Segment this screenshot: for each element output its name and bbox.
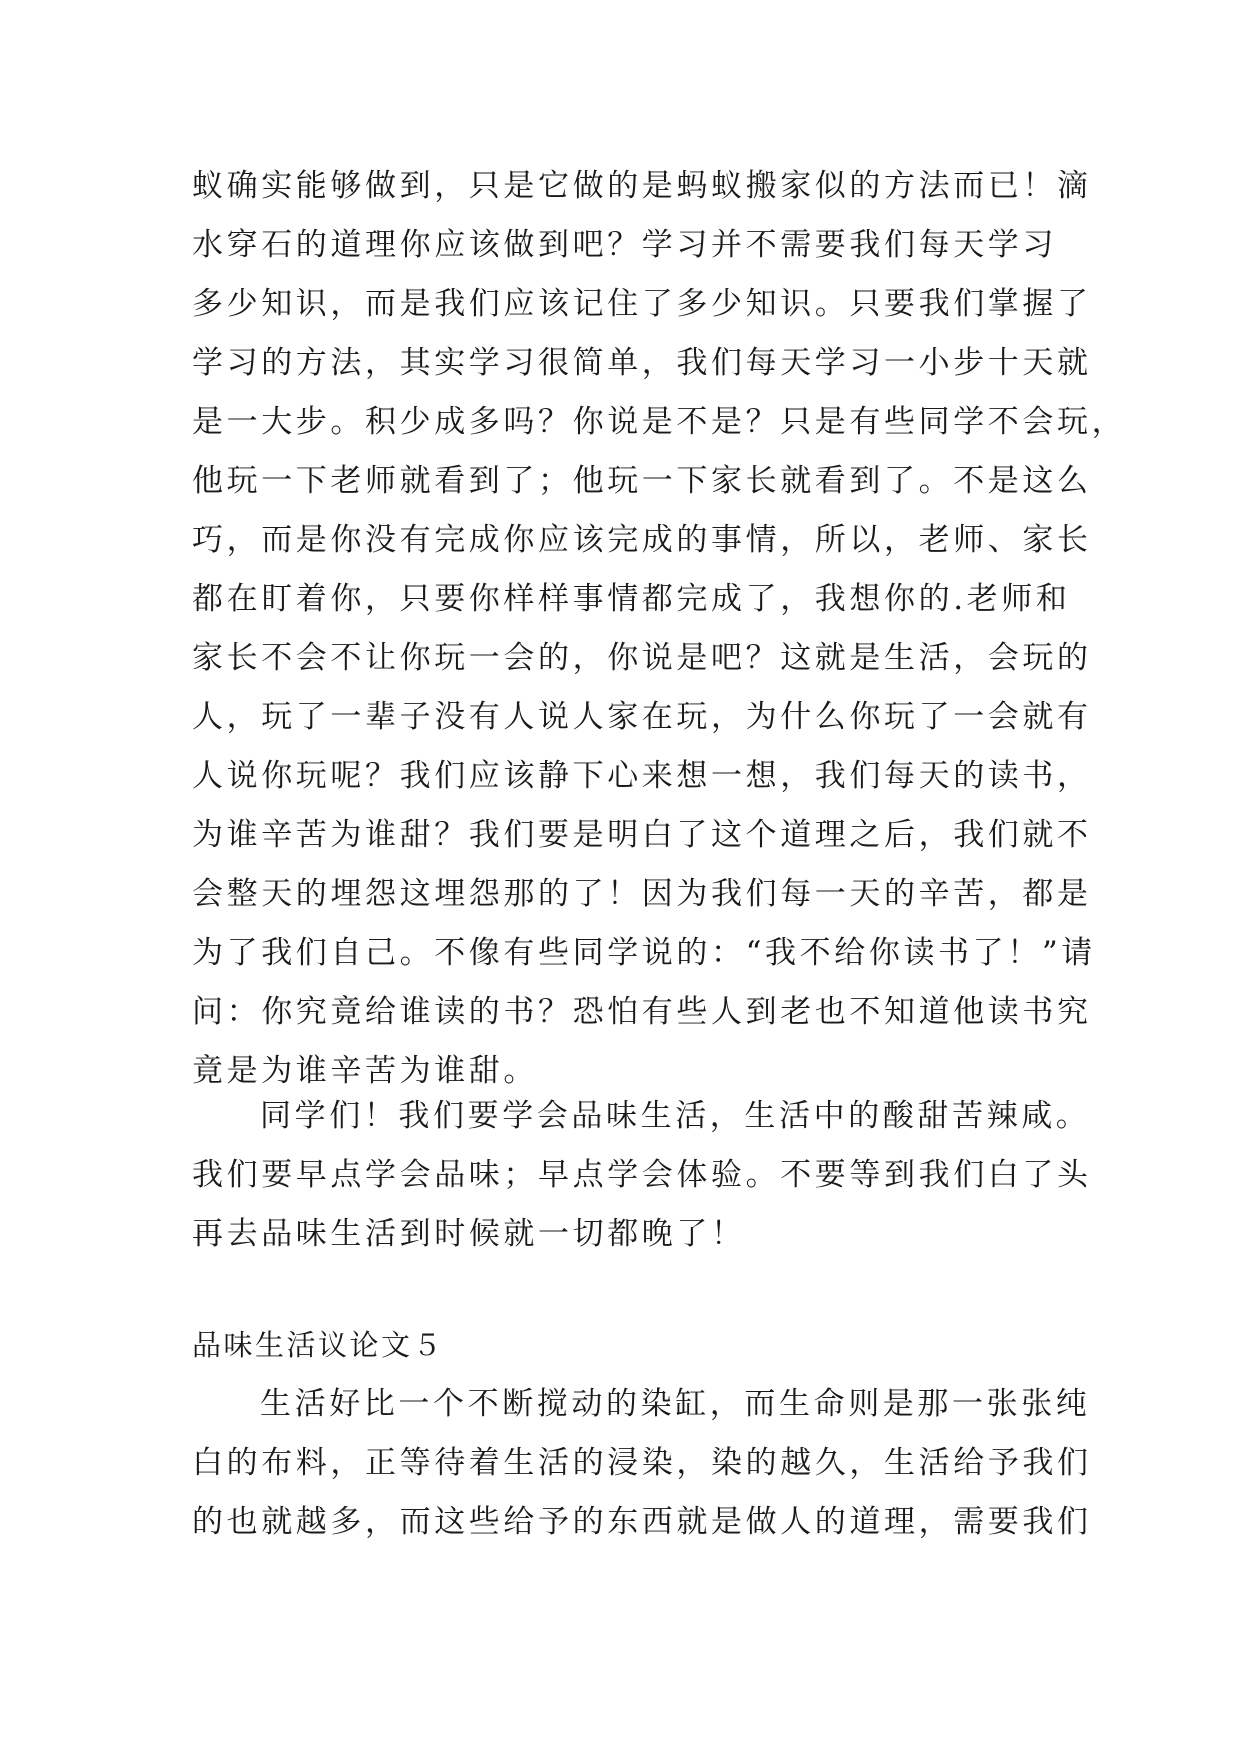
text-line: 都在盯着你，只要你样样事情都完成了，我想你的.老师和: [192, 581, 1071, 617]
text-line: 为谁辛苦为谁甜？我们要是明白了这个道理之后，我们就不: [192, 817, 1092, 853]
text-line: 问：你究竟给谁读的书？恐怕有些人到老也不知道他读书究: [192, 994, 1092, 1030]
paragraph-two: [192, 1087, 1092, 1264]
text-line: 巧，而是你没有完成你应该完成的事情，所以，老师、家长: [192, 522, 1092, 558]
text-line: 再去品味生活到时候就一切都晚了！: [192, 1216, 746, 1252]
text-line: 人说你玩呢？我们应该静下心来想一想，我们每天的读书，: [192, 758, 1092, 794]
text-line: 的也就越多，而这些给予的东西就是做人的道理，需要我们: [192, 1504, 1092, 1540]
text-line: 是一大步。积少成多吗？你说是不是？只是有些同学不会玩，: [192, 404, 1127, 440]
section-heading-block: [192, 1316, 1072, 1375]
text-line: 竟是为谁辛苦为谁甜。: [192, 1053, 538, 1089]
text-line: 人，玩了一辈子没有人说人家在玩，为什么你玩了一会就有: [192, 699, 1092, 735]
text-line: 同学们！我们要学会品味生活，生活中的酸甜苦辣咸。: [260, 1098, 1091, 1134]
text-line: 水穿石的道理你应该做到吧？学习并不需要我们每天学习: [192, 227, 1057, 263]
text-line: 白的布料，正等待着生活的浸染，染的越久，生活给予我们: [192, 1445, 1092, 1481]
text-line: 蚁确实能够做到，只是它做的是蚂蚁搬家似的方法而已！滴: [192, 168, 1092, 204]
text-line: 学习的方法，其实学习很简单，我们每天学习一小步十天就: [192, 345, 1092, 381]
text-line: 他玩一下老师就看到了；他玩一下家长就看到了。不是这么: [192, 463, 1092, 499]
paragraph-three: [192, 1375, 1092, 1552]
text-line: 生活好比一个不断搅动的染缸，而生命则是那一张张纯: [260, 1386, 1091, 1422]
text-line: 家长不会不让你玩一会的，你说是吧？这就是生活，会玩的: [192, 640, 1092, 676]
text-line: 为了我们自己。不像有些同学说的：“我不给你读书了！”请: [192, 935, 1096, 971]
text-line: 多少知识，而是我们应该记住了多少知识。只要我们掌握了: [192, 286, 1092, 322]
text-line: 会整天的埋怨这埋怨那的了！因为我们每一天的辛苦，都是: [192, 876, 1092, 912]
section-heading: 品味生活议论文５: [192, 1328, 445, 1362]
paragraph-continued: [192, 157, 1127, 1101]
text-line: 我们要早点学会品味；早点学会体验。不要等到我们白了头: [192, 1157, 1092, 1193]
